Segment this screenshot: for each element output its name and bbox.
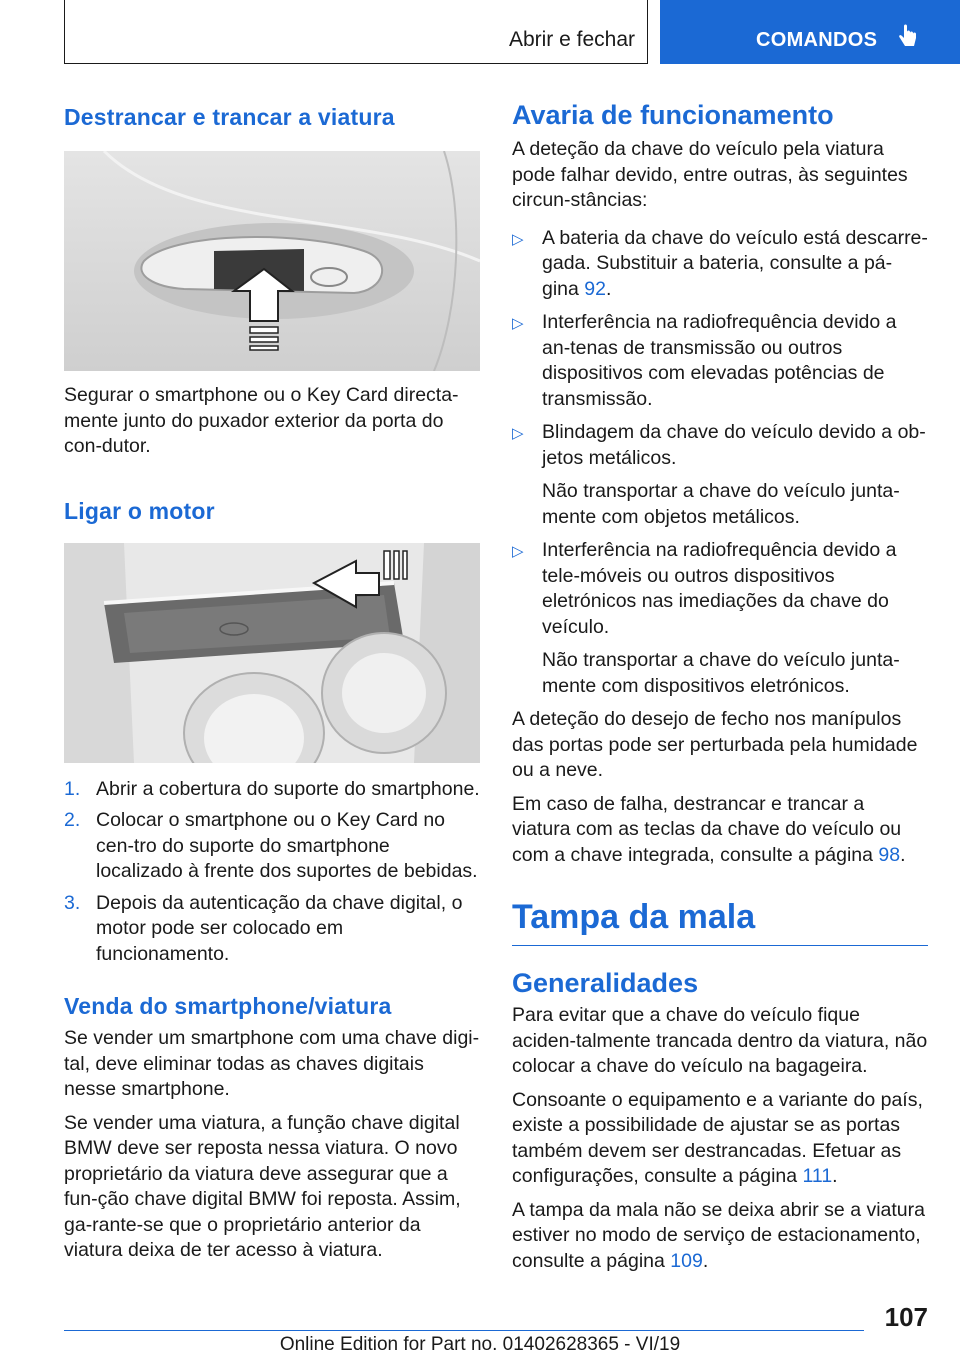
malfunction-causes-list — [512, 226, 928, 700]
step-number: 1. — [64, 777, 81, 800]
cause-text-end: . — [606, 277, 612, 300]
cause-text: Blindagem da chave do veículo devido a ob-jetos metálicos. — [542, 421, 926, 469]
start-engine-steps — [64, 777, 480, 968]
heading-unlock-lock: Destrancar e trancar a viatura — [64, 104, 395, 130]
section-rule — [512, 945, 928, 946]
header-section-box — [64, 0, 648, 64]
page-link-98[interactable]: 98 — [878, 843, 901, 866]
failure-paragraph — [512, 792, 928, 869]
footer-rule — [64, 1330, 864, 1331]
page-number: 107 — [884, 1302, 928, 1332]
general-paragraph-1: Para evitar que a chave do veículo fique aciden-talmente trancada dentro da viatura, não colocar a chave do veículo na bagageira. — [512, 1004, 928, 1077]
heading-general: Generalidades — [512, 968, 699, 998]
triangle-bullet-icon: ▷ — [512, 543, 524, 560]
header-chapter-tab — [660, 0, 960, 64]
cause-text: Interferência na radiofrequência devido a tele-móveis ou outros dispositivos eletrónicos nas imediações da chave do veículo. — [542, 539, 897, 638]
unlock-instruction: Segurar o smartphone ou o Key Card directa-mente junto do puxador exterior da porta do con-dutor. — [64, 384, 459, 457]
hand-pointer-icon — [898, 24, 918, 52]
failure-text: Em caso de falha, destrancar e trancar a viatura com as teclas da chave do veículo ou com a chave integrada, consulte a página — [512, 792, 902, 866]
sale-paragraph-1: Se vender um smartphone com uma chave digi-tal, deve eliminar todas as chaves digitais nesse smartphone. — [64, 1027, 480, 1100]
general-text-end: . — [702, 1249, 709, 1272]
general-paragraph-3 — [512, 1198, 928, 1275]
page-link-92[interactable]: 92 — [584, 277, 606, 300]
door-handle-figure — [64, 151, 480, 371]
general-text: A tampa da mala não se deixa abrir se a viatura estiver no modo de serviço de estacionamento, consulte a página — [512, 1198, 925, 1272]
step-text: Abrir a cobertura do suporte do smartphone. — [96, 777, 480, 800]
cause-advice: Não transportar a chave do veículo junta-mente com dispositivos eletrónicos. — [542, 649, 900, 697]
page-link-111[interactable]: 111 — [802, 1165, 833, 1187]
cause-item — [512, 226, 928, 303]
header-section-title: Abrir e fechar — [508, 28, 635, 51]
cause-text: Interferência na radiofrequência devido a an-tenas de transmissão ou outros dispositivos com elevadas potências de transmissão. — [542, 311, 897, 410]
step-number: 3. — [64, 891, 81, 914]
humidity-paragraph: A deteção do desejo de fecho nos manípulos das portas pode ser perturbada pela humidade ou a neve. — [512, 708, 918, 781]
step-item — [64, 777, 480, 803]
malfunction-intro: A deteção da chave do veículo pela viatura pode falhar devido, entre outras, às seguintes circun-stâncias: — [512, 138, 908, 211]
header-chapter-label: COMANDOS — [756, 29, 878, 51]
step-text: Colocar o smartphone ou o Key Card no cen-tro do suporte do smartphone localizado à frente dos suportes de bebidas. — [96, 809, 478, 882]
sale-paragraph-2: Se vender uma viatura, a função chave digital BMW deve ser reposta nessa viatura. O novo proprietário da viatura deve assegurar que a fun-ção chave digital BMW foi reposta. Assim, ga-rante-se que o proprietário anterior da viatura deixa de ter acesso à viatura. — [64, 1111, 461, 1261]
triangle-bullet-icon: ▷ — [512, 230, 524, 248]
cause-advice: Não transportar a chave do veículo junta-mente com objetos metálicos. — [542, 480, 900, 528]
failure-text-end: . — [900, 843, 906, 866]
cause-text: A bateria da chave do veículo está descarre-gada. Substituir a bateria, consulte a pá-gina — [542, 226, 928, 300]
edition-footer: Online Edition for Part no. 01402628365 - VI/19 — [279, 1334, 681, 1355]
step-number: 2. — [64, 809, 81, 831]
heading-start-engine: Ligar o motor — [64, 497, 215, 524]
general-text-end: . — [832, 1165, 838, 1187]
general-text: Consoante o equipamento e a variante do país, existe a possibilidade de ajustar se as portas também devem ser destrancadas. Efetuar as configurações, consulte a página — [512, 1088, 923, 1187]
heading-trunk-lid: Tampa da mala — [512, 898, 756, 936]
step-text: Depois da autenticação da chave digital, o motor pode ser colocado em funcionamento. — [96, 891, 463, 965]
triangle-bullet-icon: ▷ — [512, 315, 524, 332]
step-item — [64, 891, 480, 968]
triangle-bullet-icon: ▷ — [512, 425, 524, 442]
cause-item — [512, 420, 928, 530]
cause-item — [512, 538, 928, 699]
smartphone-tray-figure — [64, 543, 480, 763]
cause-item — [512, 310, 928, 412]
step-item — [64, 808, 480, 885]
page-link-109[interactable]: 109 — [670, 1249, 703, 1272]
heading-sale: Venda do smartphone/viatura — [64, 993, 392, 1019]
heading-malfunction: Avaria de funcionamento — [512, 100, 834, 130]
general-paragraph-2 — [512, 1088, 928, 1190]
right-column — [512, 100, 928, 1274]
left-column — [64, 100, 480, 1264]
